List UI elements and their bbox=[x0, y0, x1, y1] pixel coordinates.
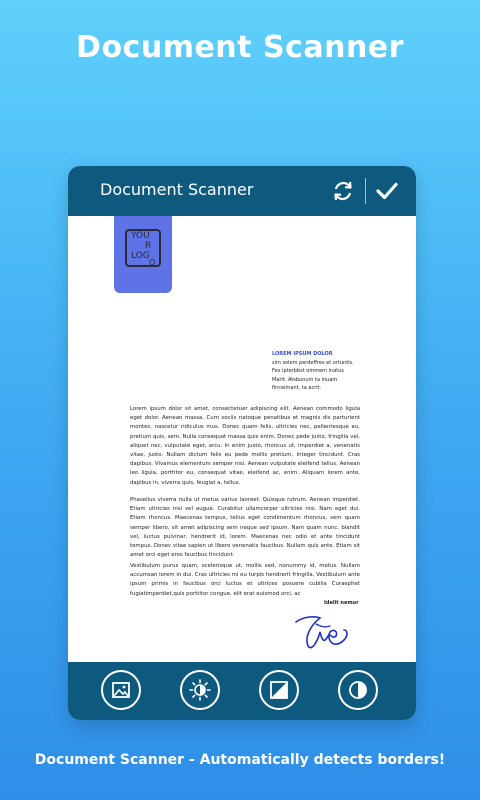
brightness-button[interactable] bbox=[180, 670, 220, 710]
gallery-icon bbox=[103, 672, 139, 708]
contrast-button[interactable] bbox=[259, 670, 299, 710]
signature-image bbox=[290, 610, 354, 654]
scanned-document bbox=[68, 216, 416, 662]
gallery-button[interactable] bbox=[101, 670, 141, 710]
filter-icon bbox=[340, 672, 376, 708]
side-block-line: finceimant, ta acrit. bbox=[272, 385, 322, 392]
filter-button[interactable] bbox=[338, 670, 378, 710]
app-screen-card bbox=[68, 166, 416, 720]
document-side-block bbox=[272, 350, 382, 393]
logo-text-line2: R bbox=[145, 241, 152, 251]
side-block-heading: LOREM IPSUM DOLOR bbox=[272, 351, 333, 357]
caption: Document Scanner - Automatically detects borders! bbox=[34, 752, 446, 768]
hero-title: Document Scanner bbox=[76, 30, 404, 65]
side-block-line: Marit. Atsbunum ta inuam bbox=[272, 376, 338, 383]
brightness-icon bbox=[182, 672, 218, 708]
confirm-button[interactable] bbox=[374, 178, 400, 204]
app-top-bar bbox=[68, 166, 416, 216]
document-paragraph: Lorem ipsum dolor sit amet, consectetuer adipiscing elit. Aenean commodo ligula eget dolor. Aenean massa. Cum sociis natoque penatibus et magnis dis parturient montes, nascetur ridiculus mus. Donec quam felis, ultricies nec, pellentesque eu, pretium quis, sem. Nulla consequat massa quis enim. Donec pede justo, fringilla vel, aliquet nec, vulputate eget, arcu. In enim justo, rhoncus ut, imperdiet a, venenatis vitae, justo. Nullam dictum felis eu pede mollis pretium. Integer tincidunt. Cras dapibus. Vivamus elementum semper nisi. Aenean vulputate eleifend tellus. Aenean leo ligula, porttitor eu, consequat vitae, eleifend ac, enim. Aliquam lorem ante, dapibus in, viverra quis, feugiat a, tellus. bbox=[130, 406, 360, 486]
contrast-icon bbox=[261, 672, 297, 708]
refresh-icon bbox=[330, 178, 356, 204]
bottom-toolbar bbox=[68, 662, 416, 720]
document-logo bbox=[114, 216, 172, 293]
logo-text-line4: O bbox=[149, 258, 156, 267]
check-icon bbox=[374, 178, 400, 204]
refresh-button[interactable] bbox=[330, 178, 356, 204]
document-paragraph: Phasellus viverra nulla ut metus varius laoreet. Quisque rutrum. Aenean imperdiet. Etiam ultricies nisi vel augue. Curabitur ullamcorper ultricies nisi. Nam eget dui. Etiam rhoncus. Maecenas tempus, tellus eget condimentum rhoncus, sem quam semper libero, sit amet adipiscing sem neque sed ipsum. Nam quam nunc, blandit vel, luctus pulvinar, hendrerit id, lorem. Maecenas nec odio et ante tincidunt tempus. Donec vitae sapien ut libero venenatis faucibus. Nullam quis ante. Etiam sit amet orci eget eros faucibus tincidunt. bbox=[130, 497, 360, 559]
document-paragraph: Vestibulum purus quam, scelerisque ut, mollis sed, nonummy id, metus. Nullam accumsan lorem in dui. Cras ultricies mi eu turpis hendrerit fringilla. Vestibulum ante ipsum primis in faucibus orci luctus et ultrices posuere cubilia Curaephet fugiatimperdiet,quis porttitor congue, elit erat euismod orci, ac bbox=[130, 563, 360, 597]
side-block-line: sim solem perdeffres et ortuntis. bbox=[272, 359, 354, 366]
logo-text-line3: LOG bbox=[131, 251, 150, 261]
app-title: Document Scanner bbox=[100, 180, 254, 199]
signature-name: Idelit nemur bbox=[324, 600, 359, 606]
side-block-line: Fex ipterbbst ommem inatus bbox=[272, 368, 344, 375]
toolbar-divider bbox=[365, 178, 366, 204]
logo-text-line1: YOU bbox=[131, 231, 150, 241]
